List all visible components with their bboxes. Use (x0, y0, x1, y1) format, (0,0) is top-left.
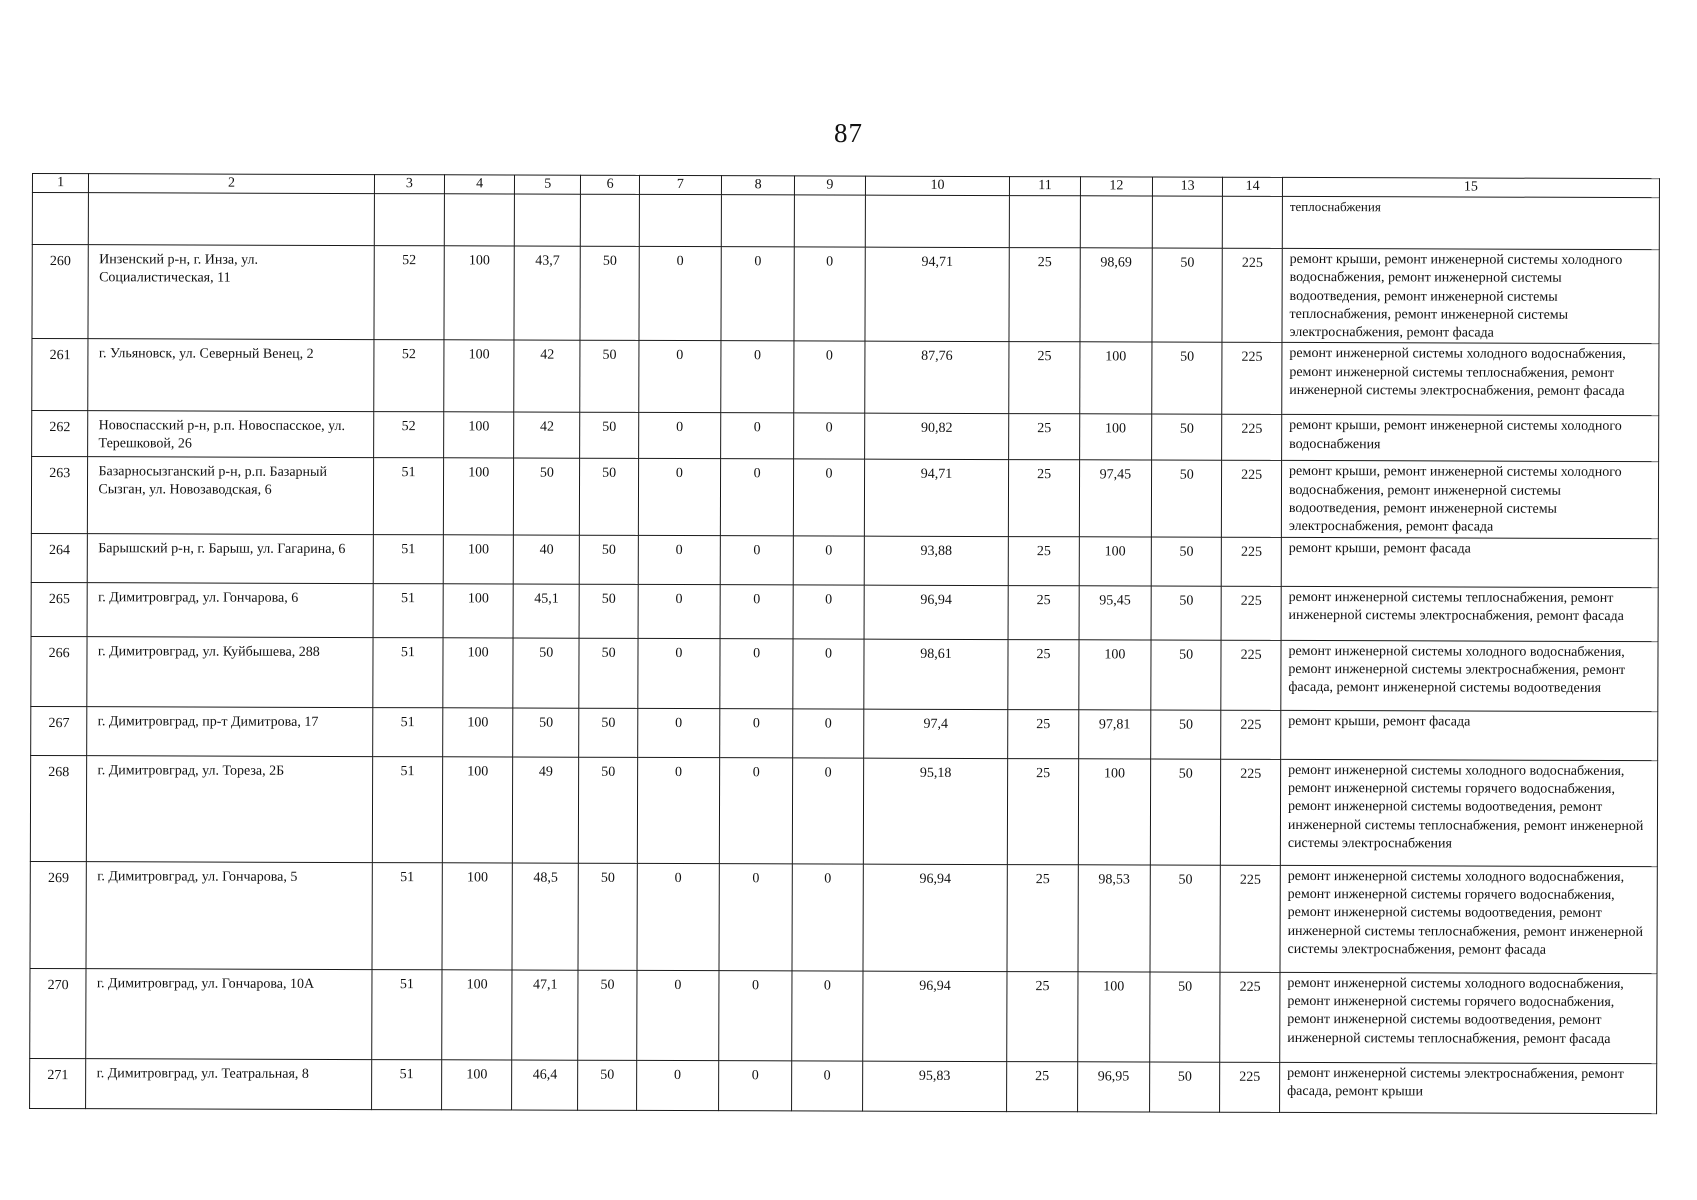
value-cell: 0 (721, 341, 795, 413)
value-cell: 0 (639, 246, 721, 341)
value-cell: 100 (443, 458, 514, 534)
table-row (32, 411, 1659, 462)
works-cell: ремонт крыши, ремонт инженерной системы холодного водоснабжения (1282, 415, 1659, 462)
table-row (31, 636, 1658, 711)
value-cell: 51 (373, 637, 443, 707)
value-cell: 225 (1220, 1062, 1280, 1112)
value-cell: 25 (1009, 536, 1079, 585)
value-cell: 0 (638, 584, 720, 638)
value-cell: 97,4 (863, 709, 1008, 758)
value-cell: 50 (1151, 586, 1221, 640)
column-header: 7 (639, 175, 721, 194)
works-cell: ремонт крыши, ремонт фасада (1281, 537, 1658, 587)
value-cell: 0 (794, 413, 864, 459)
value-cell: 0 (719, 863, 793, 970)
value-cell: 100 (444, 340, 514, 412)
table-row (32, 339, 1659, 416)
works-cell: теплоснабжения (1282, 196, 1659, 249)
works-cell: ремонт инженерной системы теплоснабжения, ремонт инженерной системы электроснабжения, ремонт фасада (1281, 586, 1658, 641)
value-cell: 51 (372, 756, 443, 862)
column-header: 13 (1152, 177, 1222, 196)
value-cell: 25 (1009, 414, 1079, 460)
row-number: 268 (30, 755, 87, 861)
value-cell: 50 (580, 459, 639, 535)
repair-program-table (29, 173, 1660, 1114)
value-cell: 25 (1008, 758, 1079, 864)
value-cell: 51 (371, 969, 442, 1059)
value-cell: 50 (579, 638, 638, 708)
row-number: 265 (31, 582, 88, 636)
value-cell: 100 (443, 534, 513, 583)
value-cell: 225 (1222, 248, 1282, 343)
value-cell: 96,94 (862, 971, 1007, 1061)
value-cell: 0 (638, 638, 720, 708)
works-cell: ремонт инженерной системы холодного водоснабжения, ремонт инженерной системы электроснабжения, ремонт фасада, ремонт инженерной системы водоотведения (1281, 640, 1658, 711)
value-cell: 90,82 (864, 414, 1009, 460)
row-number: 267 (31, 706, 88, 755)
value-cell: 25 (1008, 585, 1078, 639)
value-cell: 50 (1151, 461, 1222, 537)
value-cell: 0 (638, 459, 720, 535)
value-cell: 25 (1008, 709, 1078, 758)
value-cell: 0 (793, 709, 863, 758)
value-cell: 225 (1222, 537, 1282, 586)
value-cell: 0 (794, 247, 865, 342)
value-cell: 50 (578, 970, 637, 1060)
value-cell: 50 (513, 638, 579, 708)
value-cell: 50 (580, 246, 639, 341)
value-cell: 225 (1221, 710, 1281, 759)
value-cell: 0 (793, 639, 863, 709)
value-cell: 43,7 (514, 246, 580, 341)
column-header: 6 (581, 175, 640, 194)
address-cell: Инзенский р-н, г. Инза, ул. Социалистическая, 11 (88, 245, 374, 340)
column-header: 3 (374, 175, 444, 194)
value-cell: 98,53 (1078, 864, 1151, 971)
value-cell: 0 (720, 459, 794, 535)
address-cell: г. Димитровград, ул. Гончарова, 6 (87, 582, 373, 637)
column-header: 1 (32, 174, 88, 193)
value-cell: 50 (1150, 759, 1221, 865)
value-cell: 51 (372, 862, 443, 969)
row-number: 271 (30, 1058, 87, 1108)
value-cell: 0 (637, 970, 719, 1060)
value-cell: 0 (638, 708, 720, 757)
value-cell: 0 (792, 864, 863, 971)
value-cell: 50 (514, 458, 580, 534)
value-cell: 25 (1007, 864, 1078, 971)
address-cell: Новоспасский р-н, р.п. Новоспасское, ул. Терешковой, 26 (88, 411, 374, 458)
value-cell: 100 (442, 969, 513, 1059)
value-cell: 95,18 (863, 758, 1008, 864)
value-cell: 100 (1079, 342, 1152, 414)
value-cell: 25 (1007, 1061, 1077, 1111)
value-cell: 0 (793, 758, 864, 864)
address-cell: г. Ульяновск, ул. Северный Венец, 2 (88, 339, 374, 412)
value-cell: 87,76 (864, 342, 1009, 414)
value-cell: 25 (1009, 342, 1079, 414)
value-cell: 100 (443, 637, 513, 707)
value-cell: 100 (1079, 414, 1152, 460)
value-cell: 48,5 (512, 863, 578, 970)
value-cell: 50 (580, 535, 639, 584)
value-cell: 50 (513, 708, 579, 757)
value-cell: 94,71 (865, 247, 1010, 342)
works-cell: ремонт крыши, ремонт фасада (1281, 710, 1658, 760)
address-cell: Барышский р-н, г. Барыш, ул. Гагарина, 6 (88, 533, 374, 583)
value-cell: 0 (636, 1060, 718, 1110)
value-cell: 0 (721, 247, 795, 342)
value-cell: 225 (1222, 461, 1282, 537)
value-cell: 25 (1008, 639, 1078, 709)
value-cell: 50 (1152, 415, 1222, 461)
value-cell: 50 (1150, 1062, 1220, 1112)
value-cell: 0 (638, 413, 720, 459)
value-cell: 225 (1222, 415, 1282, 461)
value-cell: 50 (579, 584, 638, 638)
value-cell: 50 (580, 413, 639, 459)
row-number: 269 (30, 861, 87, 968)
value-cell: 0 (719, 970, 793, 1060)
value-cell: 96,95 (1077, 1061, 1150, 1111)
address-cell: г. Димитровград, пр-т Димитрова, 17 (87, 706, 373, 756)
value-cell: 46,4 (512, 1060, 578, 1110)
value-cell: 100 (442, 1059, 512, 1109)
value-cell: 93,88 (864, 536, 1009, 585)
works-cell: ремонт инженерной системы холодного водоснабжения, ремонт инженерной системы горячего водоснабжения, ремонт инженерной системы водоотведения, ремонт инженерной системы теплоснабжения, ремонт инженерной системы электроснабжения, ремонт фасада (1280, 865, 1657, 973)
works-cell: ремонт инженерной системы холодного водоснабжения, ремонт инженерной системы горячего водоснабжения, ремонт инженерной системы водоотведения, ремонт инженерной системы теплоснабжения, ремонт инженерной системы электроснабжения (1280, 759, 1657, 866)
value-cell: 25 (1007, 971, 1078, 1061)
address-cell: г. Димитровград, ул. Тореза, 2Б (87, 755, 373, 862)
value-cell: 51 (371, 1059, 441, 1109)
value-cell: 51 (373, 583, 443, 637)
value-cell: 50 (579, 757, 638, 863)
table-row (31, 533, 1658, 587)
value-cell: 0 (720, 535, 794, 584)
table-row (31, 706, 1658, 760)
value-cell: 100 (1078, 639, 1151, 709)
value-cell: 0 (720, 638, 794, 708)
value-cell: 98,61 (863, 639, 1008, 709)
address-cell: г. Димитровград, ул. Театральная, 8 (86, 1058, 372, 1109)
value-cell: 0 (794, 341, 864, 413)
address-cell: г. Димитровград, ул. Куйбышева, 288 (87, 636, 373, 707)
value-cell: 100 (444, 412, 514, 458)
column-header: 4 (444, 175, 514, 194)
value-cell: 225 (1220, 972, 1280, 1062)
value-cell: 0 (637, 757, 719, 863)
value-cell: 50 (578, 863, 637, 970)
value-cell: 95,83 (862, 1061, 1007, 1111)
value-cell: 100 (1079, 536, 1152, 585)
value-cell: 100 (442, 862, 513, 969)
value-cell: 0 (638, 535, 720, 584)
column-header: 15 (1282, 177, 1659, 197)
value-cell: 0 (794, 459, 865, 535)
address-cell: Базарносызганский р-н, р.п. Базарный Сызган, ул. Новозаводская, 6 (88, 457, 374, 534)
continuation-row (32, 193, 1659, 250)
value-cell: 0 (720, 413, 794, 459)
value-cell: 225 (1221, 640, 1281, 710)
value-cell: 52 (374, 246, 445, 341)
column-header: 12 (1080, 177, 1152, 196)
column-header: 2 (89, 174, 374, 194)
value-cell: 52 (374, 340, 444, 412)
row-number: 266 (31, 636, 88, 706)
value-cell: 225 (1222, 343, 1282, 415)
value-cell: 47,1 (512, 970, 578, 1060)
value-cell: 97,45 (1079, 460, 1152, 536)
table-row (30, 755, 1657, 866)
works-cell: ремонт инженерной системы холодного водоснабжения, ремонт инженерной системы горячего водоснабжения, ремонт инженерной системы водоотведения, ремонт инженерной системы теплоснабжения, ремонт фасада (1280, 972, 1657, 1063)
address-cell: г. Димитровград, ул. Гончарова, 10А (86, 968, 372, 1059)
column-header: 10 (865, 176, 1010, 195)
value-cell: 42 (514, 341, 580, 413)
row-number: 264 (31, 533, 88, 582)
value-cell: 51 (372, 707, 442, 756)
value-cell: 100 (443, 707, 513, 756)
value-cell: 100 (442, 756, 513, 862)
value-cell: 50 (1151, 710, 1221, 759)
value-cell: 100 (1078, 758, 1151, 864)
value-cell: 0 (718, 1060, 792, 1110)
table-body (30, 245, 1660, 1114)
value-cell: 0 (792, 971, 863, 1061)
page-number: 87 (834, 118, 863, 148)
column-header: 9 (795, 176, 865, 195)
row-number: 262 (32, 411, 89, 457)
value-cell: 95,45 (1079, 585, 1152, 639)
value-cell: 96,94 (863, 864, 1008, 971)
row-number: 260 (32, 245, 89, 340)
table-row (30, 861, 1657, 973)
works-cell: ремонт инженерной системы электроснабжения, ремонт фасада, ремонт крыши (1280, 1062, 1657, 1113)
value-cell: 94,71 (864, 460, 1009, 537)
value-cell: 225 (1220, 865, 1280, 972)
value-cell: 50 (1151, 537, 1221, 586)
value-cell: 100 (444, 246, 515, 341)
value-cell: 50 (578, 1060, 637, 1110)
address-cell: г. Димитровград, ул. Гончарова, 5 (86, 861, 372, 969)
value-cell: 97,81 (1078, 709, 1151, 758)
value-cell: 45,1 (513, 584, 579, 638)
row-number: 261 (32, 339, 89, 411)
value-cell: 25 (1009, 248, 1080, 343)
value-cell: 98,69 (1080, 248, 1153, 343)
table-row (31, 582, 1658, 641)
value-cell: 50 (1151, 640, 1221, 710)
table-row (32, 245, 1659, 345)
value-cell: 225 (1221, 759, 1281, 865)
value-cell: 51 (373, 534, 443, 583)
table-row (30, 968, 1657, 1063)
value-cell: 51 (373, 458, 444, 534)
value-cell: 0 (720, 708, 794, 757)
value-cell: 25 (1009, 460, 1080, 536)
value-cell: 0 (792, 1061, 862, 1111)
value-cell: 0 (720, 584, 794, 638)
value-cell: 50 (1152, 343, 1222, 415)
row-number: 263 (31, 457, 88, 533)
value-cell: 49 (513, 757, 579, 863)
value-cell: 52 (373, 412, 443, 458)
works-cell: ремонт крыши, ремонт инженерной системы холодного водоснабжения, ремонт инженерной системы водоотведения, ремонт инженерной системы теплоснабжения, ремонт инженерной системы электроснабжения, ремонт фасада (1282, 248, 1659, 344)
value-cell: 50 (579, 708, 638, 757)
value-cell: 100 (443, 583, 513, 637)
value-cell: 42 (514, 413, 580, 459)
value-cell: 50 (1152, 248, 1223, 343)
value-cell: 0 (639, 341, 721, 413)
column-header: 8 (721, 176, 795, 195)
row-number: 270 (30, 968, 87, 1058)
column-header: 5 (515, 175, 581, 194)
value-cell: 0 (719, 757, 793, 863)
column-header: 11 (1010, 177, 1080, 196)
value-cell: 225 (1221, 586, 1281, 640)
table-row (30, 1058, 1657, 1113)
value-cell: 0 (794, 536, 864, 585)
works-cell: ремонт крыши, ремонт инженерной системы холодного водоснабжения, ремонт инженерной системы водоотведения, ремонт инженерной системы электроснабжения, ремонт фасада (1281, 461, 1658, 538)
value-cell: 0 (637, 863, 719, 970)
table-row (31, 457, 1658, 538)
value-cell: 50 (1150, 972, 1221, 1062)
value-cell: 0 (793, 585, 863, 639)
works-cell: ремонт инженерной системы холодного водоснабжения, ремонт инженерной системы теплоснабжения, ремонт инженерной системы электроснабжения, ремонт фасада (1282, 343, 1659, 416)
value-cell: 100 (1077, 971, 1150, 1061)
value-cell: 40 (514, 535, 580, 584)
column-header: 14 (1223, 177, 1283, 196)
value-cell: 50 (580, 341, 639, 413)
value-cell: 96,94 (864, 585, 1009, 639)
value-cell: 50 (1150, 865, 1221, 972)
